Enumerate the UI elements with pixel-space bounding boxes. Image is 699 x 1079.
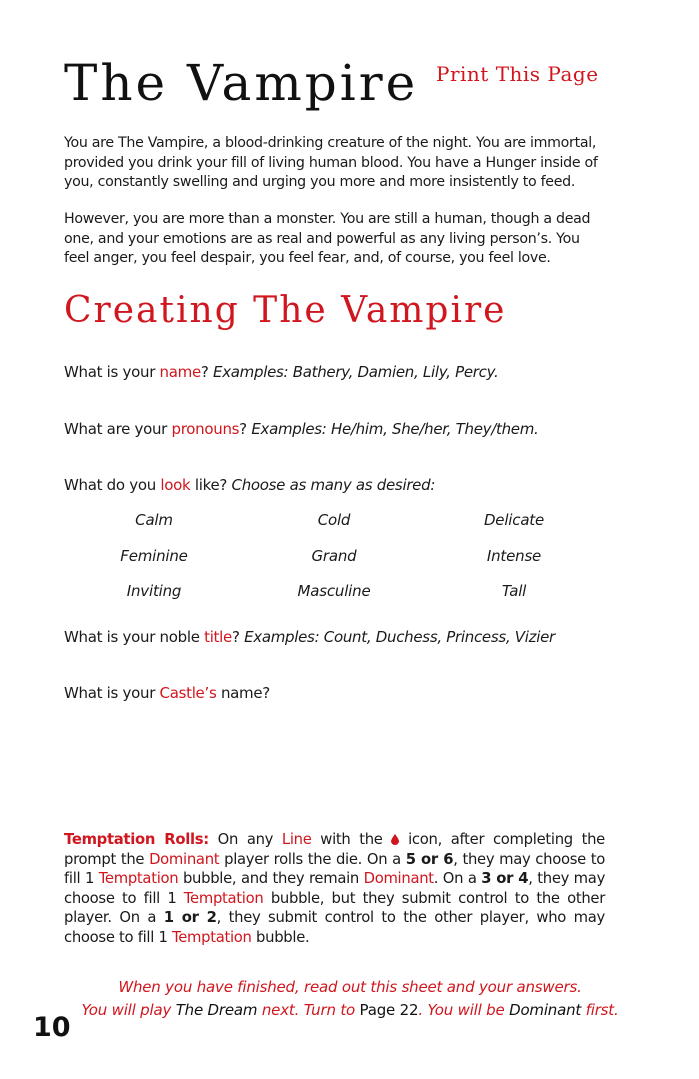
name-question [64,362,498,382]
footer-text: . You will be [418,1001,510,1019]
rules-text: . On a [433,870,482,887]
question-text: What is your [64,363,160,381]
pronouns-keyword: pronouns [171,420,240,438]
rules-text: , they submit control to the other player, who may choose to fill 1 [64,909,605,946]
question-text: What is your [64,684,160,702]
dominant-keyword: Dominant [149,850,220,868]
name-keyword: name [159,363,201,381]
rules-text: player rolls the die. On a [219,850,406,868]
rules-text: On any [208,831,282,848]
intro-paragraph-1: You are The Vampire, a blood-drinking creature of the night. You are immortal, provided you drink your fill of living human blood. You have a Hunger inside of you, constantly swelling and urging you more and more insistently to feed. [64,135,598,190]
rules-text: bubble, and they remain [178,870,364,887]
question-text: name? [216,684,270,702]
pronouns-question [64,419,539,439]
rules-text: icon, after completing the prompt the [64,831,605,868]
line-keyword: Line [281,831,312,848]
question-text: ? [231,628,245,646]
question-text: What do you [64,476,161,494]
creating-heading: Creating The Vampire [64,290,507,331]
question-text: ? [239,420,252,438]
look-option[interactable]: Intense [486,547,542,565]
rules-text: , they may choose to fill 1 [64,870,606,907]
temptation-keyword: Temptation [183,889,264,907]
pronouns-examples: Examples: He/him, She/her, They/them. [251,420,539,438]
look-option[interactable]: Inviting [126,582,182,600]
look-instructions: Choose as many as desired: [231,476,436,494]
look-option[interactable]: Tall [501,582,527,600]
footer-next-game [40,1000,660,1021]
dominant-keyword: Dominant [363,870,434,887]
intro-paragraph-2: However, you are more than a monster. You are still a human, though a dead one, and your emotions are as real and powerful as any living person’s. You feel anger, you feel despair, you feel fear, and, of course, you feel love. [64,211,591,266]
page-title: The Vampire [64,54,419,112]
name-examples: Examples: Bathery, Damien, Lily, Percy. [213,363,499,381]
roll-range: 1 or 2 [163,909,217,926]
look-option[interactable]: Delicate [483,511,545,529]
footer-text: You will play [81,1001,176,1019]
rules-label: Temptation Rolls: [64,831,209,848]
rules-text: , they may choose to fill 1 [64,850,606,887]
castle-question [64,683,270,703]
question-text: What is your noble [64,628,205,646]
temptation-keyword: Temptation [171,928,252,946]
page-number: 10 [33,1012,71,1043]
question-text: ? [200,363,214,381]
rules-text: bubble. [251,928,310,946]
temptation-keyword: Temptation [98,870,179,887]
starting-role: Dominant [509,1001,582,1019]
question-text: What are your [64,420,172,438]
footer-text: first. [581,1001,619,1019]
look-option[interactable]: Grand [311,547,357,565]
roll-range: 5 or 6 [405,850,454,868]
roll-range: 3 or 4 [481,870,529,887]
next-page-reference: Page 22 [359,1001,419,1019]
footer-instruction: When you have finished, read out this sheet and your answers. [118,978,582,996]
question-text: like? [190,476,232,494]
castle-keyword: Castle’s [159,684,217,702]
title-examples: Examples: Count, Duchess, Princess, Vizier [244,628,555,646]
look-option[interactable]: Feminine [120,547,188,565]
print-page-link[interactable]: Print This Page [436,62,599,86]
temptation-rules [64,830,605,947]
title-question [64,627,555,647]
look-keyword: look [160,476,191,494]
look-option[interactable]: Masculine [297,582,371,600]
look-question [64,475,435,495]
footer-text: next. Turn to [257,1001,360,1019]
look-option[interactable]: Calm [135,511,173,529]
rules-text: bubble, but they submit control to the other player. On a [64,889,605,926]
look-option[interactable]: Cold [317,511,351,529]
next-game-name: The Dream [175,1001,258,1019]
title-keyword: title [204,628,232,646]
rules-text: with the [311,831,392,848]
